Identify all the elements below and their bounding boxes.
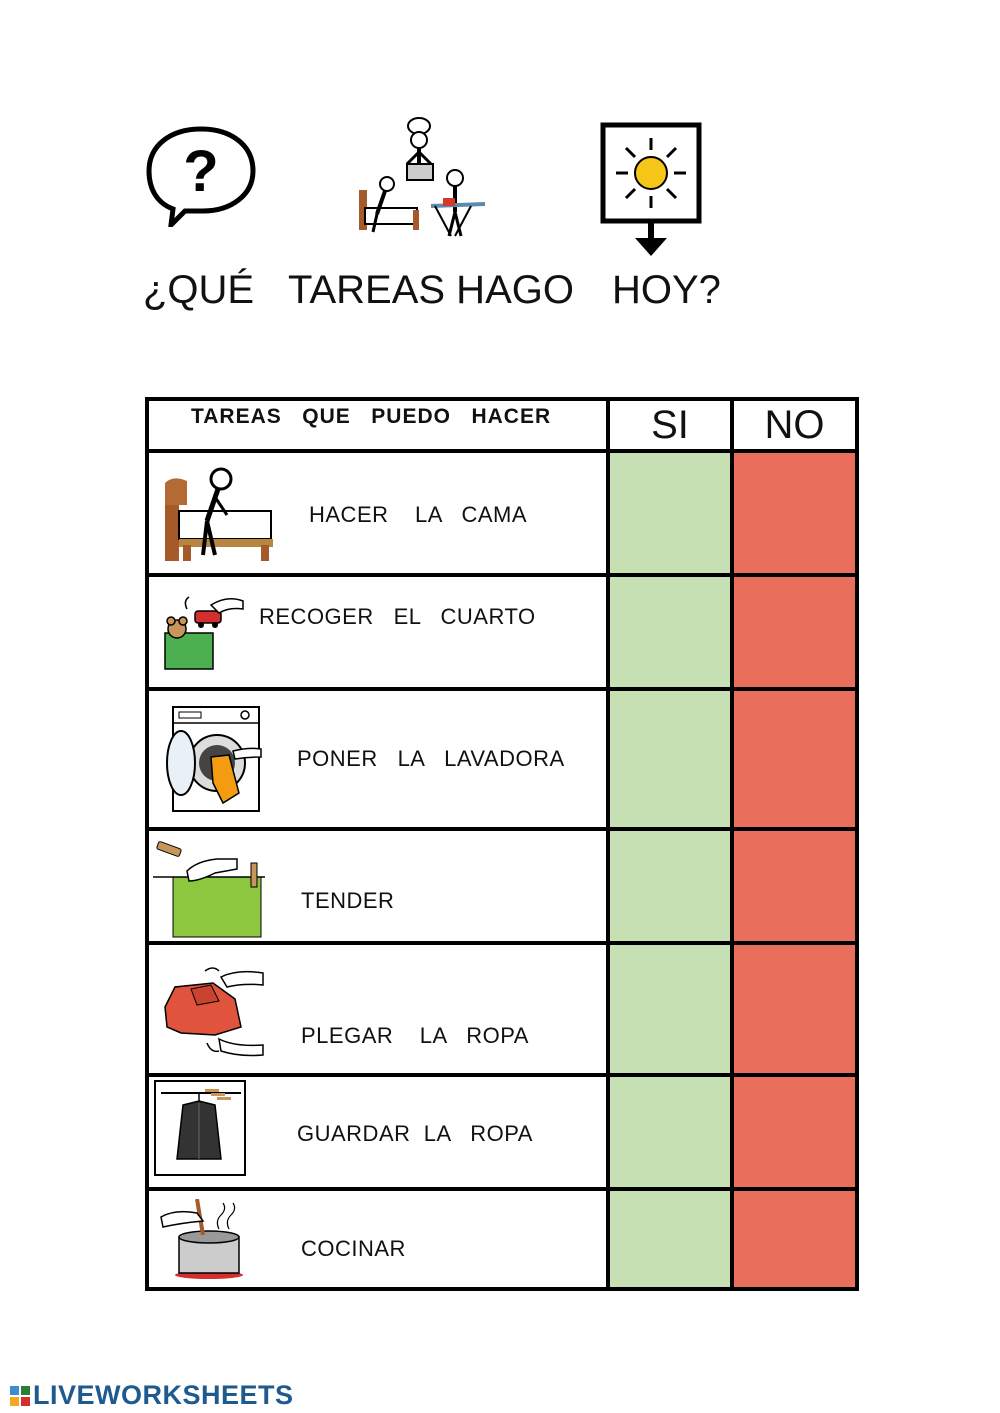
liveworksheets-logo[interactable] bbox=[10, 1380, 294, 1411]
si-cell[interactable] bbox=[608, 1189, 732, 1289]
fold-clothes-icon bbox=[161, 965, 267, 1057]
task-label: PLEGAR LA ROPA bbox=[301, 1023, 529, 1048]
table-row bbox=[147, 575, 857, 689]
make-bed-icon bbox=[163, 465, 275, 565]
washing-machine-icon bbox=[163, 703, 263, 815]
no-cell[interactable] bbox=[732, 451, 857, 575]
speech-bubble-question-icon bbox=[145, 125, 257, 227]
no-cell[interactable] bbox=[732, 689, 857, 829]
table-row bbox=[147, 943, 857, 1075]
task-label: RECOGER EL CUARTO bbox=[259, 604, 536, 629]
task-cell bbox=[147, 575, 608, 689]
no-cell[interactable] bbox=[732, 1189, 857, 1289]
table-row bbox=[147, 689, 857, 829]
header-no: NO bbox=[732, 399, 857, 451]
cooking-pot-icon bbox=[157, 1199, 247, 1279]
task-label: COCINAR bbox=[301, 1236, 406, 1261]
si-cell[interactable] bbox=[608, 943, 732, 1075]
sun-today-icon bbox=[600, 122, 704, 260]
coat-hanger-icon bbox=[153, 1079, 249, 1179]
table-row bbox=[147, 829, 857, 943]
hang-laundry-icon bbox=[153, 841, 265, 939]
si-cell[interactable] bbox=[608, 1075, 732, 1189]
no-cell[interactable] bbox=[732, 1075, 857, 1189]
household-chores-icon bbox=[355, 112, 490, 240]
task-cell bbox=[147, 689, 608, 829]
table-row bbox=[147, 451, 857, 575]
task-cell bbox=[147, 829, 608, 943]
no-cell[interactable] bbox=[732, 943, 857, 1075]
si-cell[interactable] bbox=[608, 575, 732, 689]
si-cell[interactable] bbox=[608, 451, 732, 575]
task-label: GUARDAR LA ROPA bbox=[297, 1121, 533, 1146]
task-cell bbox=[147, 1189, 608, 1289]
svg-text:?: ? bbox=[183, 139, 219, 204]
task-label: TENDER bbox=[301, 888, 395, 913]
title-tareas-hago: TAREAS HAGO bbox=[288, 268, 574, 312]
no-cell[interactable] bbox=[732, 575, 857, 689]
header-tasks: TAREAS QUE PUEDO HACER bbox=[147, 399, 608, 451]
task-cell bbox=[147, 943, 608, 1075]
si-cell[interactable] bbox=[608, 829, 732, 943]
no-cell[interactable] bbox=[732, 829, 857, 943]
table-row bbox=[147, 1075, 857, 1189]
liveworksheets-logo-icon bbox=[10, 1386, 30, 1406]
table-row bbox=[147, 1189, 857, 1289]
task-label: PONER LA LAVADORA bbox=[297, 746, 565, 771]
tasks-table bbox=[145, 397, 859, 1291]
task-cell bbox=[147, 1075, 608, 1189]
brand-text: LIVEWORKSHEETS bbox=[33, 1380, 294, 1410]
tidy-room-icon bbox=[163, 591, 245, 673]
si-cell[interactable] bbox=[608, 689, 732, 829]
task-label: HACER LA CAMA bbox=[309, 502, 528, 527]
title-que: ¿QUÉ bbox=[143, 268, 255, 312]
title-hoy: HOY? bbox=[612, 268, 721, 312]
task-cell bbox=[147, 451, 608, 575]
table-header-row bbox=[147, 399, 857, 451]
header-si: SI bbox=[608, 399, 732, 451]
